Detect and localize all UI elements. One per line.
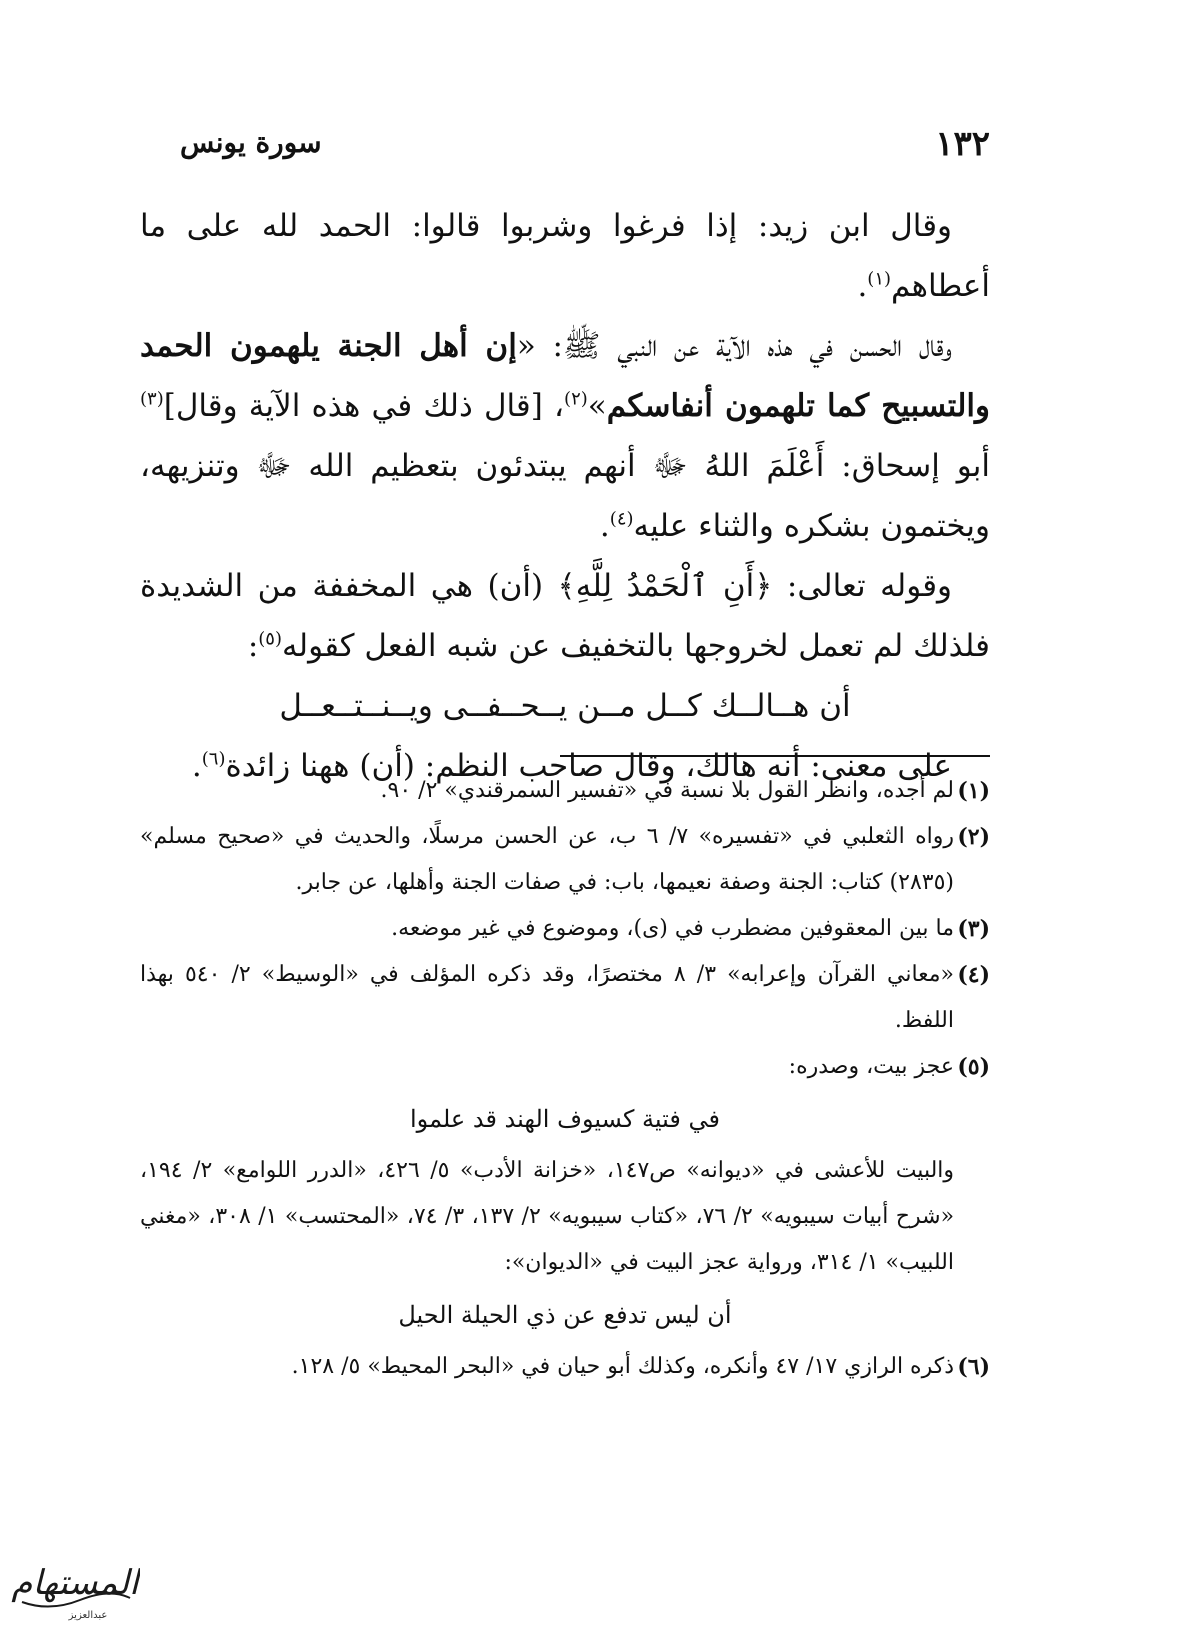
footnotes xyxy=(140,768,990,1390)
paragraph-hasan xyxy=(140,316,990,556)
paragraph-text: وقال ابن زيد: إذا فرغوا وشربوا قالوا: الحمد لله على ما أعطاهم xyxy=(140,208,990,304)
footnote-ref-5: (٥) xyxy=(258,628,282,650)
poetry-verse: أن هــالــك كــل مــن يــحــفــى ويــنــتــعــل xyxy=(279,688,851,724)
footnote-verse-1: في فتية كسيوف الهند قد علموا xyxy=(410,1105,720,1133)
paragraph-end: . xyxy=(599,508,610,544)
paragraph-end: : xyxy=(247,628,259,664)
hadith-text: إن أهل الجنة يلهمون الحمد والتسبيح كما تلهمون أنفاسكم xyxy=(140,328,990,424)
paragraph-text: وقوله تعالى: ﴿أَنِ ٱلْحَمْدُ لِلَّهِ﴾ (أن) هي المخففة من الشديدة فلذلك لم تعمل لخروجها بالتخفيف عن شبه الفعل كقوله xyxy=(140,568,990,664)
footnote-text: رواه الثعلبي في «تفسيره» ٧/ ٦ ب، عن الحسن مرسلًا، والحديث في «صحيح مسلم» (٢٨٣٥) كتاب: الجنة وصفة نعيمها، باب: في صفات الجنة وأهلها، عن جابر. xyxy=(140,824,955,895)
footnote-5-continued: والبيت للأعشى في «ديوانه» ص١٤٧، «خزانة الأدب» ٥/ ٤٢٦، «الدرر اللوامع» ٢/ ١٩٤، «شرح أبيات سيبويه» ٢/ ٧٦، «كتاب سيبويه» ٢/ ١٣٧، ٣/ ٧٤، «المحتسب» ١/ ٣٠٨، «مغني اللبيب» ١/ ٣١٤، ورواية عجز البيت في «الديوان»: xyxy=(140,1158,955,1275)
main-text xyxy=(140,196,990,796)
paragraph-text: على معنى: أنه هالك، وقال صاحب النظم: (أن) ههنا زائدة xyxy=(225,748,952,784)
footnote-number: (٥) xyxy=(957,1054,990,1080)
footnote-1 xyxy=(140,768,990,814)
footnote-ref-3: (٣) xyxy=(140,388,164,410)
logo-subtext: عبدالعزيز xyxy=(68,1610,108,1621)
paragraph-ibn-zayd xyxy=(140,196,990,316)
footnote-divider xyxy=(560,755,990,757)
footnote-text: ذكره الرازي ١٧/ ٤٧ وأنكره، وكذلك أبو حيان في «البحر المحيط» ٥/ ١٢٨. xyxy=(291,1354,954,1379)
footnote-ref-2: (٢) xyxy=(564,388,588,410)
footnote-text: عجز بيت، وصدره: xyxy=(788,1054,954,1079)
page-number: ١٣٢ xyxy=(935,124,990,164)
footnote-5 xyxy=(140,1044,990,1090)
footnote-number: (١) xyxy=(957,778,990,804)
footnote-2 xyxy=(140,814,990,906)
footnote-text: لم أجده، وانظر القول بلا نسبة في «تفسير السمرقندي» ٢/ ٩٠. xyxy=(380,778,954,803)
paragraph-text: ، [قال ذلك في هذه الآية وقال] xyxy=(163,388,565,424)
footnote-verse-2: أن ليس تدفع عن ذي الحيلة الحيل xyxy=(398,1301,732,1329)
paragraph-verse-commentary xyxy=(140,556,990,676)
page-header xyxy=(150,118,990,168)
footnote-6 xyxy=(140,1344,990,1390)
footnote-3 xyxy=(140,906,990,952)
footnote-number: (٤) xyxy=(957,962,990,988)
paragraph-text: أبو إسحاق: أَعْلَمَ اللهُ ﷻ أنهم يبتدئون بتعظيم الله ﷻ وتنزيهه، ويختمون بشكره والثناء عليه xyxy=(140,448,990,544)
footnote-number: (٢) xyxy=(957,824,990,850)
paragraph-text: وقال الحسن في هذه الآية عن النبي ﷺ: « xyxy=(516,328,952,364)
footnote-text: «معاني القرآن وإعرابه» ٣/ ٨ مختصرًا، وقد ذكره المؤلف في «الوسيط» ٢/ ٥٤٠ بهذا اللفظ. xyxy=(140,962,955,1033)
quote-close: » xyxy=(587,388,607,424)
paragraph-end: . xyxy=(857,268,868,304)
paragraph-end: . xyxy=(191,748,202,784)
footnote-4 xyxy=(140,952,990,1044)
footnote-number: (٦) xyxy=(957,1354,990,1380)
surah-title: سورة يونس xyxy=(180,126,322,159)
footnote-ref-1: (١) xyxy=(867,268,892,290)
footnote-ref-4: (٤) xyxy=(609,508,634,530)
logo-text: المستهام xyxy=(11,1563,139,1603)
footnote-number: (٣) xyxy=(957,916,990,942)
footnote-text: ما بين المعقوفين مضطرب في (ى)، وموضوع في غير موضعه. xyxy=(391,916,954,941)
footnote-ref-6: (٦) xyxy=(201,748,226,770)
calligraphy-logo xyxy=(10,1542,140,1632)
